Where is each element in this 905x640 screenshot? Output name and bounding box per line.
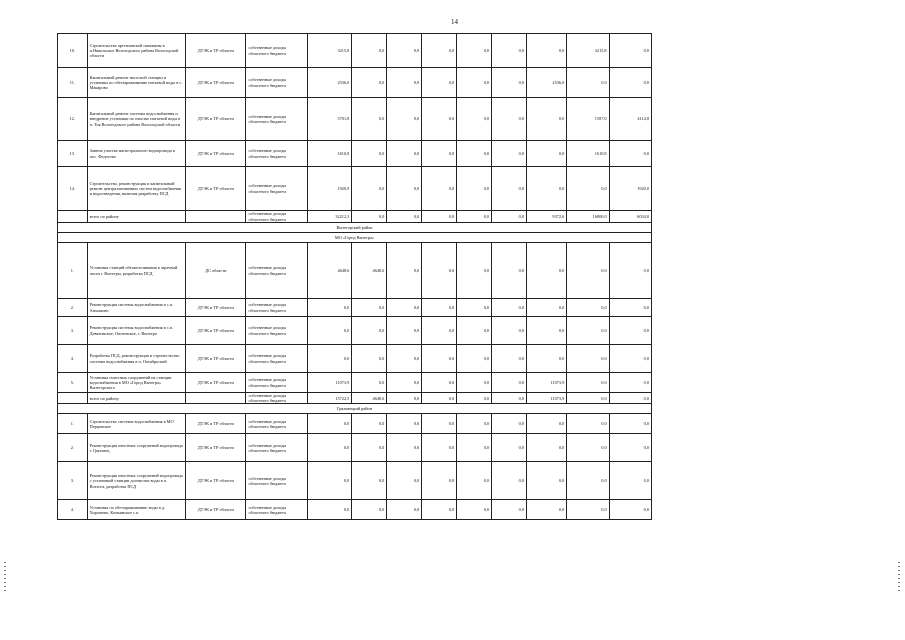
value-cell: 1920,0 bbox=[609, 167, 651, 211]
value-cell: 0,0 bbox=[457, 317, 492, 345]
value-cell: 0,0 bbox=[422, 373, 457, 393]
object-name: Реконструкция очистных сооружений водопровода г. Грязовец bbox=[87, 434, 185, 462]
value-cell: 0,0 bbox=[352, 299, 387, 317]
funding-source: собственные доходы областного бюджета bbox=[246, 98, 307, 141]
value-cell: 0,0 bbox=[422, 414, 457, 434]
value-cell: 32212,3 bbox=[307, 211, 351, 223]
value-cell: 0,0 bbox=[352, 414, 387, 434]
row-number: 5. bbox=[58, 373, 88, 393]
executor: ДТЭК и ТР области bbox=[186, 345, 246, 373]
funding-source: собственные доходы областного бюджета bbox=[246, 167, 307, 211]
object-name: Строительство системы водоснабжения в МО Перцевское bbox=[87, 414, 185, 434]
value-cell: 0,0 bbox=[457, 167, 492, 211]
object-name: Реконструкция системы водоснабжения в с.п. Анхимово bbox=[87, 299, 185, 317]
value-cell: 0,0 bbox=[422, 434, 457, 462]
value-cell: 0,0 bbox=[492, 243, 527, 299]
funding-source: собственные доходы областного бюджета bbox=[246, 299, 307, 317]
value-cell: 0,0 bbox=[609, 299, 651, 317]
value-cell: 0,0 bbox=[457, 500, 492, 520]
funding-source: собственные доходы областного бюджета bbox=[246, 243, 307, 299]
value-cell: 0,0 bbox=[527, 98, 567, 141]
value-cell: 0,0 bbox=[387, 141, 422, 167]
table-row bbox=[58, 414, 652, 434]
value-cell: 0,0 bbox=[527, 34, 567, 68]
value-cell: 0,0 bbox=[387, 211, 422, 223]
object-name: Установка станций обезжелезивания в заречной части г. Вытегры, разработка ПСД bbox=[87, 243, 185, 299]
funding-source: собственные доходы областного бюджета bbox=[246, 500, 307, 520]
executor: ДТЭК и ТР области bbox=[186, 141, 246, 167]
value-cell: 0,0 bbox=[352, 98, 387, 141]
object-name: Разработка ПСД, реконструкция и строительство системы водоснабжения в п. Октябрьский bbox=[87, 345, 185, 373]
value-cell: 0,0 bbox=[567, 317, 609, 345]
value-cell: 0,0 bbox=[422, 243, 457, 299]
value-cell: 0,0 bbox=[387, 317, 422, 345]
row-number: 3. bbox=[58, 462, 88, 500]
section-title: Грязовецкий район bbox=[58, 404, 652, 414]
value-cell: 0,0 bbox=[387, 373, 422, 393]
table-row bbox=[58, 34, 652, 68]
object-name: Капитальный ремонт системы водоснабжения и внедрение установки по очистке питьевой воды в п. Тоя Вологодского района Вологодской области bbox=[87, 98, 185, 141]
funding-source: собственные доходы областного бюджета bbox=[246, 434, 307, 462]
value-cell: 0,0 bbox=[457, 98, 492, 141]
value-cell: 0,0 bbox=[387, 414, 422, 434]
value-cell: 0,0 bbox=[609, 345, 651, 373]
value-cell: 0,0 bbox=[492, 98, 527, 141]
value-cell: 0,0 bbox=[457, 34, 492, 68]
value-cell: 4114,8 bbox=[609, 98, 651, 141]
row-number: 14. bbox=[58, 167, 88, 211]
value-cell: 0,0 bbox=[457, 299, 492, 317]
value-cell: 0,0 bbox=[307, 434, 351, 462]
value-cell: 0,0 bbox=[527, 317, 567, 345]
table-row bbox=[58, 373, 652, 393]
table-row bbox=[58, 167, 652, 211]
value-cell: 0,0 bbox=[307, 345, 351, 373]
row-number: 2. bbox=[58, 434, 88, 462]
executor: ДТЭК и ТР области bbox=[186, 68, 246, 98]
funding-source: собственные доходы областного бюджета bbox=[246, 141, 307, 167]
value-cell: 0,0 bbox=[422, 211, 457, 223]
value-cell: 0,0 bbox=[609, 373, 651, 393]
value-cell: 0,0 bbox=[307, 462, 351, 500]
value-cell: 0,0 bbox=[527, 345, 567, 373]
value-cell: 0,0 bbox=[352, 462, 387, 500]
value-cell: 0,0 bbox=[492, 393, 527, 404]
executor: ДС области bbox=[186, 243, 246, 299]
value-cell: 3215,8 bbox=[567, 34, 609, 68]
object-name: Установка очистных сооружений на станции водоснабжения в МО «Город Вытегра» Вытегорского bbox=[87, 373, 185, 393]
value-cell: 4648,6 bbox=[307, 243, 351, 299]
value-cell: 11073,9 bbox=[307, 373, 351, 393]
value-cell: 0,0 bbox=[609, 414, 651, 434]
row-number: 4. bbox=[58, 345, 88, 373]
funding-source: собственные доходы областного бюджета bbox=[246, 345, 307, 373]
executor bbox=[186, 393, 246, 404]
executor: ДТЭК и ТР области bbox=[186, 317, 246, 345]
value-cell: 0,0 bbox=[527, 462, 567, 500]
executor bbox=[186, 211, 246, 223]
section-row bbox=[58, 223, 652, 233]
value-cell: 0,0 bbox=[387, 243, 422, 299]
right-edge-marks bbox=[898, 562, 900, 592]
value-cell: 0,0 bbox=[457, 243, 492, 299]
value-cell: 0,0 bbox=[352, 345, 387, 373]
value-cell: 3215,8 bbox=[307, 34, 351, 68]
object-name: Реконструкция очистных сооружений водопровода с установкой станции доочистки воды в п. Вохтога, разработка ПСД bbox=[87, 462, 185, 500]
row-number: 12. bbox=[58, 98, 88, 141]
page-number: 14 bbox=[451, 18, 458, 26]
table-row bbox=[58, 434, 652, 462]
value-cell: 4648,6 bbox=[352, 243, 387, 299]
value-cell: 0,0 bbox=[527, 299, 567, 317]
funding-source: собственные доходы областного бюджета bbox=[246, 68, 307, 98]
object-name: Строительство, реконструкция и капитальный ремонт централизованных систем водоснабжения и водоотведения, включая разработку ПСД bbox=[87, 167, 185, 211]
value-cell: 0,0 bbox=[609, 434, 651, 462]
value-cell: 1610,8 bbox=[567, 141, 609, 167]
value-cell: 0,0 bbox=[422, 462, 457, 500]
row-number bbox=[58, 393, 88, 404]
funding-source: собственные доходы областного бюджета bbox=[246, 462, 307, 500]
value-cell: 2536,0 bbox=[527, 68, 567, 98]
funding-source: собственные доходы областного бюджета bbox=[246, 211, 307, 223]
table-row bbox=[58, 345, 652, 373]
object-name: Реконструкция системы водоснабжения в с.п. Девятинское, Оштинское, г. Вытегра bbox=[87, 317, 185, 345]
value-cell: 0,0 bbox=[609, 462, 651, 500]
value-cell: 0,0 bbox=[422, 393, 457, 404]
value-cell: 16800,0 bbox=[567, 211, 609, 223]
table-row bbox=[58, 98, 652, 141]
value-cell: 0,0 bbox=[492, 345, 527, 373]
value-cell: 0,0 bbox=[457, 393, 492, 404]
table-row bbox=[58, 317, 652, 345]
value-cell: 0,0 bbox=[492, 141, 527, 167]
value-cell: 0,0 bbox=[387, 462, 422, 500]
value-cell: 15722,5 bbox=[307, 393, 351, 404]
value-cell: 0,0 bbox=[307, 414, 351, 434]
value-cell: 0,0 bbox=[387, 98, 422, 141]
value-cell: 0,0 bbox=[387, 500, 422, 520]
value-cell: 0,0 bbox=[422, 167, 457, 211]
value-cell: 0,0 bbox=[567, 393, 609, 404]
executor: ДТЭК и ТР области bbox=[186, 373, 246, 393]
value-cell: 0,0 bbox=[457, 434, 492, 462]
executor: ДТЭК и ТР области bbox=[186, 434, 246, 462]
value-cell: 0,0 bbox=[492, 373, 527, 393]
value-cell: 0,0 bbox=[422, 98, 457, 141]
value-cell: 0,0 bbox=[457, 68, 492, 98]
value-cell: 0,0 bbox=[307, 299, 351, 317]
value-cell: 0,0 bbox=[422, 68, 457, 98]
executor: ДТЭК и ТР области bbox=[186, 34, 246, 68]
budget-table bbox=[57, 33, 652, 520]
table-row bbox=[58, 500, 652, 520]
object-name: Капитальный ремонт насосной станции и установка по обеззараживанию питьевой воды в с. Макарово bbox=[87, 68, 185, 98]
executor: ДТЭК и ТР области bbox=[186, 98, 246, 141]
value-cell: 0,0 bbox=[457, 373, 492, 393]
value-cell: 5701,8 bbox=[307, 98, 351, 141]
section-title: МО «Город Вытегра» bbox=[58, 233, 652, 243]
funding-source: собственные доходы областного бюджета bbox=[246, 34, 307, 68]
funding-source: собственные доходы областного бюджета bbox=[246, 414, 307, 434]
object-name: Замена участка магистрального водопровода в пос. Федотово bbox=[87, 141, 185, 167]
table-row bbox=[58, 462, 652, 500]
value-cell: 0,0 bbox=[609, 500, 651, 520]
value-cell: 0,0 bbox=[387, 68, 422, 98]
table-row bbox=[58, 299, 652, 317]
value-cell: 11073,9 bbox=[527, 393, 567, 404]
value-cell: 0,0 bbox=[352, 317, 387, 345]
value-cell: 0,0 bbox=[527, 243, 567, 299]
value-cell: 0,0 bbox=[492, 167, 527, 211]
value-cell: 0,0 bbox=[567, 345, 609, 373]
table-row bbox=[58, 243, 652, 299]
value-cell: 11073,9 bbox=[527, 373, 567, 393]
row-number: 3. bbox=[58, 317, 88, 345]
value-cell: 0,0 bbox=[527, 141, 567, 167]
object-name: Установка по обеззараживанию воды в д. Хорошево, Комьянское с.п. bbox=[87, 500, 185, 520]
executor: ДТЭК и ТР области bbox=[186, 299, 246, 317]
value-cell: 0,0 bbox=[352, 500, 387, 520]
value-cell: 0,0 bbox=[609, 141, 651, 167]
table-row bbox=[58, 141, 652, 167]
value-cell: 0,0 bbox=[492, 34, 527, 68]
value-cell: 0,0 bbox=[492, 299, 527, 317]
value-cell: 0,0 bbox=[609, 243, 651, 299]
value-cell: 0,0 bbox=[492, 462, 527, 500]
value-cell: 0,0 bbox=[457, 345, 492, 373]
value-cell: 0,0 bbox=[387, 393, 422, 404]
value-cell: 0,0 bbox=[609, 68, 651, 98]
object-name: Строительство артезианской скважины в п.Никольское Вологодского района Вологодской области bbox=[87, 34, 185, 68]
value-cell: 0,0 bbox=[422, 317, 457, 345]
executor: ДТЭК и ТР области bbox=[186, 500, 246, 520]
row-number: 13. bbox=[58, 141, 88, 167]
value-cell: 6034,8 bbox=[609, 211, 651, 223]
row-number: 4. bbox=[58, 500, 88, 520]
value-cell: 0,0 bbox=[492, 317, 527, 345]
section-row bbox=[58, 404, 652, 414]
value-cell: 0,0 bbox=[609, 34, 651, 68]
funding-source: собственные доходы областного бюджета bbox=[246, 317, 307, 345]
value-cell: 0,0 bbox=[457, 462, 492, 500]
value-cell: 0,0 bbox=[567, 243, 609, 299]
value-cell: 0,0 bbox=[352, 34, 387, 68]
value-cell: 0,0 bbox=[567, 414, 609, 434]
value-cell: 0,0 bbox=[567, 299, 609, 317]
value-cell: 0,0 bbox=[352, 167, 387, 211]
value-cell: 0,0 bbox=[567, 373, 609, 393]
value-cell: 1610,8 bbox=[307, 141, 351, 167]
value-cell: 0,0 bbox=[457, 141, 492, 167]
value-cell: 1587,0 bbox=[567, 98, 609, 141]
object-name: всего по району bbox=[87, 393, 185, 404]
value-cell: 0,0 bbox=[422, 34, 457, 68]
value-cell: 0,0 bbox=[609, 317, 651, 345]
value-cell: 0,0 bbox=[567, 167, 609, 211]
executor: ДТЭК и ТР области bbox=[186, 167, 246, 211]
row-number bbox=[58, 211, 88, 223]
value-cell: 2536,0 bbox=[307, 68, 351, 98]
table-row bbox=[58, 68, 652, 98]
value-cell: 0,0 bbox=[527, 434, 567, 462]
section-row bbox=[58, 233, 652, 243]
value-cell: 0,0 bbox=[492, 500, 527, 520]
value-cell: 0,0 bbox=[352, 434, 387, 462]
row-number: 1. bbox=[58, 243, 88, 299]
executor: ДТЭК и ТР области bbox=[186, 414, 246, 434]
value-cell: 1920,9 bbox=[307, 167, 351, 211]
value-cell: 0,0 bbox=[387, 434, 422, 462]
value-cell: 0,0 bbox=[422, 299, 457, 317]
value-cell: 0,0 bbox=[387, 34, 422, 68]
value-cell: 0,0 bbox=[387, 345, 422, 373]
total-row bbox=[58, 211, 652, 223]
funding-source: собственные доходы областного бюджета bbox=[246, 373, 307, 393]
value-cell: 0,0 bbox=[527, 414, 567, 434]
object-name: всего по району bbox=[87, 211, 185, 223]
value-cell: 0,0 bbox=[527, 167, 567, 211]
value-cell: 0,0 bbox=[387, 299, 422, 317]
value-cell: 0,0 bbox=[567, 68, 609, 98]
value-cell: 0,0 bbox=[567, 500, 609, 520]
table-body bbox=[58, 34, 652, 520]
value-cell: 0,0 bbox=[307, 500, 351, 520]
value-cell: 0,0 bbox=[352, 68, 387, 98]
value-cell: 0,0 bbox=[422, 500, 457, 520]
value-cell: 0,0 bbox=[567, 434, 609, 462]
value-cell: 9372,6 bbox=[527, 211, 567, 223]
value-cell: 0,0 bbox=[492, 68, 527, 98]
row-number: 1. bbox=[58, 414, 88, 434]
total-row bbox=[58, 393, 652, 404]
row-number: 10. bbox=[58, 34, 88, 68]
executor: ДТЭК и ТР области bbox=[186, 462, 246, 500]
value-cell: 0,0 bbox=[527, 500, 567, 520]
value-cell: 0,0 bbox=[352, 141, 387, 167]
value-cell: 0,0 bbox=[492, 211, 527, 223]
value-cell: 0,0 bbox=[422, 345, 457, 373]
value-cell: 0,0 bbox=[567, 462, 609, 500]
value-cell: 0,0 bbox=[352, 373, 387, 393]
funding-source: собственные доходы областного бюджета bbox=[246, 393, 307, 404]
value-cell: 0,0 bbox=[352, 211, 387, 223]
section-title: Вытегорский район bbox=[58, 223, 652, 233]
row-number: 11. bbox=[58, 68, 88, 98]
value-cell: 0,0 bbox=[387, 167, 422, 211]
value-cell: 0,0 bbox=[457, 211, 492, 223]
value-cell: 0,0 bbox=[457, 414, 492, 434]
value-cell: 0,0 bbox=[422, 141, 457, 167]
value-cell: 0,0 bbox=[492, 414, 527, 434]
value-cell: 0,0 bbox=[492, 434, 527, 462]
left-edge-marks bbox=[4, 562, 6, 592]
value-cell: 0,0 bbox=[609, 393, 651, 404]
row-number: 2. bbox=[58, 299, 88, 317]
value-cell: 0,0 bbox=[307, 317, 351, 345]
value-cell: 4648,6 bbox=[352, 393, 387, 404]
